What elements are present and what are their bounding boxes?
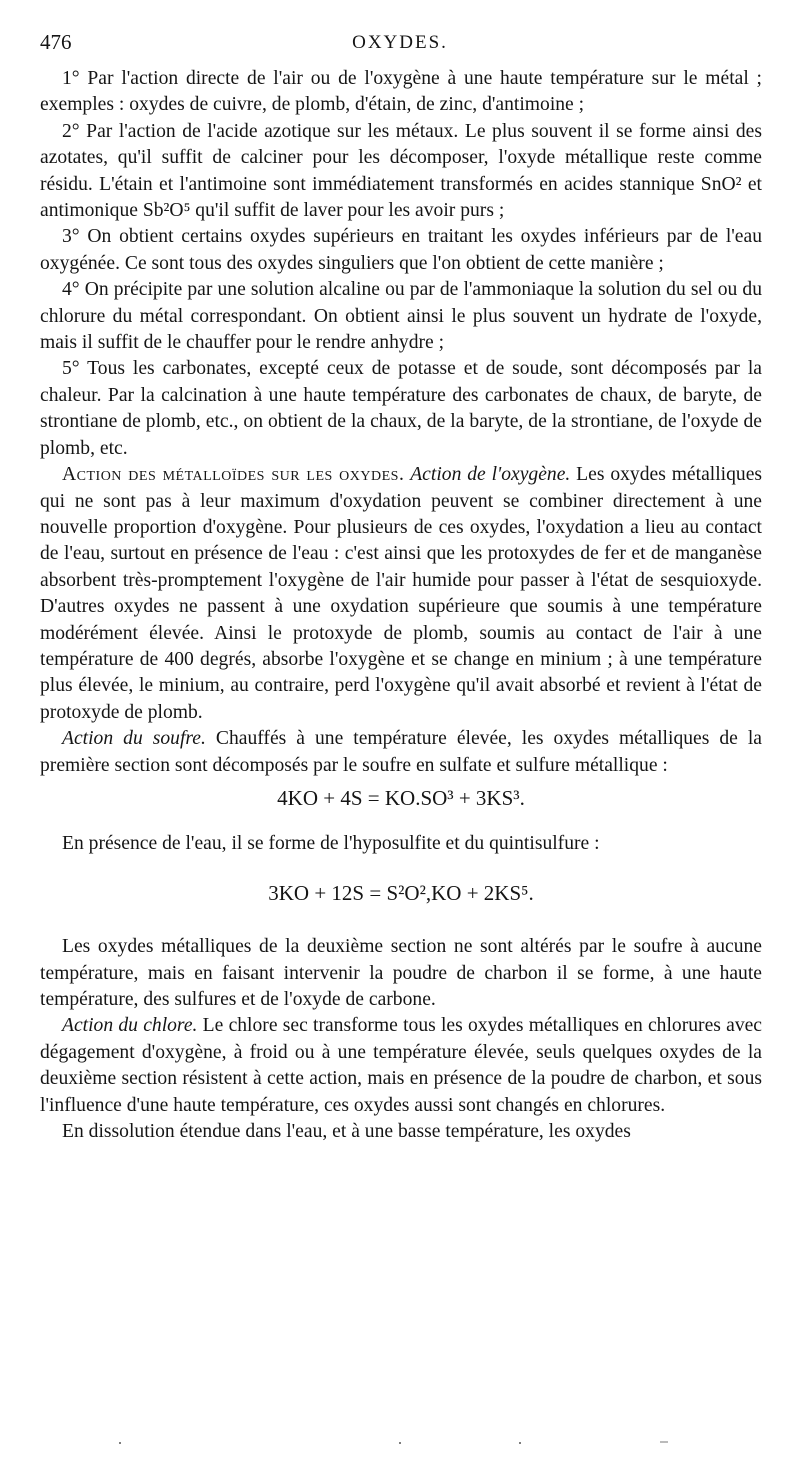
paragraph-method-2 xyxy=(40,119,762,225)
equation-1: 4KO + 4S = KO.SO³ + 3KS³. xyxy=(277,785,525,810)
paragraph-text: En présence de l'eau, il se forme de l'hyposulfite et du quintisulfure : xyxy=(62,833,600,855)
paragraph-text: Chauffés à une température élevée, les oxydes métalliques de la première section sont décomposés par le soufre en sulfate et sulfure métallique : xyxy=(40,728,762,776)
paragraph-text: 1° Par l'action directe de l'air ou de l'oxygène à une haute température sur le métal ; exemples : oxydes de cuivre, de plomb, d'étain, de zinc, d'antimoine ; xyxy=(40,68,762,116)
paragraph-lead: Action de l'oxygène. xyxy=(410,464,571,486)
paragraph-action-soufre xyxy=(40,726,762,779)
paragraph-text: 3° On obtient certains oxydes supérieurs en traitant les oxydes inférieurs par de l'eau oxygénée. Ce sont tous des oxydes singuliers que l'on obtient de cette manière ; xyxy=(40,226,762,274)
paragraph-presence-eau xyxy=(40,831,762,857)
paragraph-text: Le chlore sec transforme tous les oxydes métalliques en chlorures avec dégagement d'oxygène, à froid ou à une température élevée, seuls quelques oxydes de la deuxième section résistent à cette action, mais en présence de la poudre de charbon, et sous l'influence d'une haute température, ces oxydes aussi sont changés en chlorures. xyxy=(40,1015,763,1116)
paragraph-action-chlore xyxy=(40,1013,762,1119)
paragraph-deuxieme-section xyxy=(40,934,762,1013)
paragraph-action-oxygene xyxy=(40,462,762,726)
running-title: OXYDES. xyxy=(352,32,448,53)
page-number: 476 xyxy=(40,30,72,54)
paragraph-text: Les oxydes métalliques qui ne sont pas à leur maximum d'oxydation peuvent se combiner directement à une nouvelle proportion d'oxygène. Pour plusieurs de ces oxydes, l'oxydation a lieu au contact de l'eau, surtout en présence de l'eau : c'est ainsi que les protoxydes de fer et de manganèse absorbent très-promptement l'oxygène de l'air humide pour passer à l'état de sesquioxyde. D'autres oxydes ne passent à une oxydation supérieure que soumis à une température modérément élevée. Ainsi le protoxyde de plomb, soumis au contact de l'air à une température de 400 degrés, absorbe l'oxygène et se change en minium ; à une température plus élevée, le minium, au contraire, perd l'oxygène qu'il avait absorbé et revient à l'état de protoxyde de plomb. xyxy=(40,464,763,723)
equation-2: 3KO + 12S = S²O²,KO + 2KS⁵. xyxy=(268,880,534,905)
paragraph-method-1 xyxy=(40,66,762,119)
paragraph-method-4 xyxy=(40,277,762,356)
paragraph-method-3 xyxy=(40,224,762,277)
paragraph-lead: Action du chlore. xyxy=(62,1015,198,1037)
section-heading: Action des métalloïdes sur les oxydes. xyxy=(62,464,405,486)
paragraph-dissolution xyxy=(40,1119,762,1145)
body-text xyxy=(40,66,762,1145)
paragraph-text: Les oxydes métalliques de la deuxième section ne sont altérés par le soufre à aucune température, mais en faisant intervenir la poudre de charbon il se forme, à une haute température, des sulfures et de l'oxyde de carbone. xyxy=(40,936,762,1010)
paragraph-text: 4° On précipite par une solution alcaline ou par de l'ammoniaque la solution du sel ou du chlorure du métal correspondant. On obtient ainsi le plus souvent un hydrate de l'oxyde, mais il suffit de le chauffer pour le rendre anhydre ; xyxy=(40,279,762,354)
paragraph-text: 5° Tous les carbonates, excepté ceux de potasse et de soude, sont décomposés par la chaleur. Par la calcination à une haute température des carbonates de chaux, de baryte, de strontiane de plomb, etc., on obtient de la chaux, de la baryte, de la strontiane, de l'oxyde de plomb, etc. xyxy=(40,358,762,459)
paragraph-text: En dissolution étendue dans l'eau, et à une basse température, les oxydes xyxy=(62,1121,631,1143)
page-header xyxy=(40,30,760,60)
footer-specks xyxy=(0,1438,800,1448)
paragraph-text: 2° Par l'action de l'acide azotique sur les métaux. Le plus souvent il se forme ainsi des azotates, qu'il suffit de calciner pour les décomposer, l'oxyde métallique reste comme résidu. L'étain et l'antimoine sont immédiatement transformés en acides stannique SnO² et antimonique Sb²O⁵ qu'il suffit de laver pour les avoir purs ; xyxy=(40,120,762,222)
paragraph-lead: Action du soufre. xyxy=(62,728,206,750)
paragraph-method-5 xyxy=(40,356,762,462)
